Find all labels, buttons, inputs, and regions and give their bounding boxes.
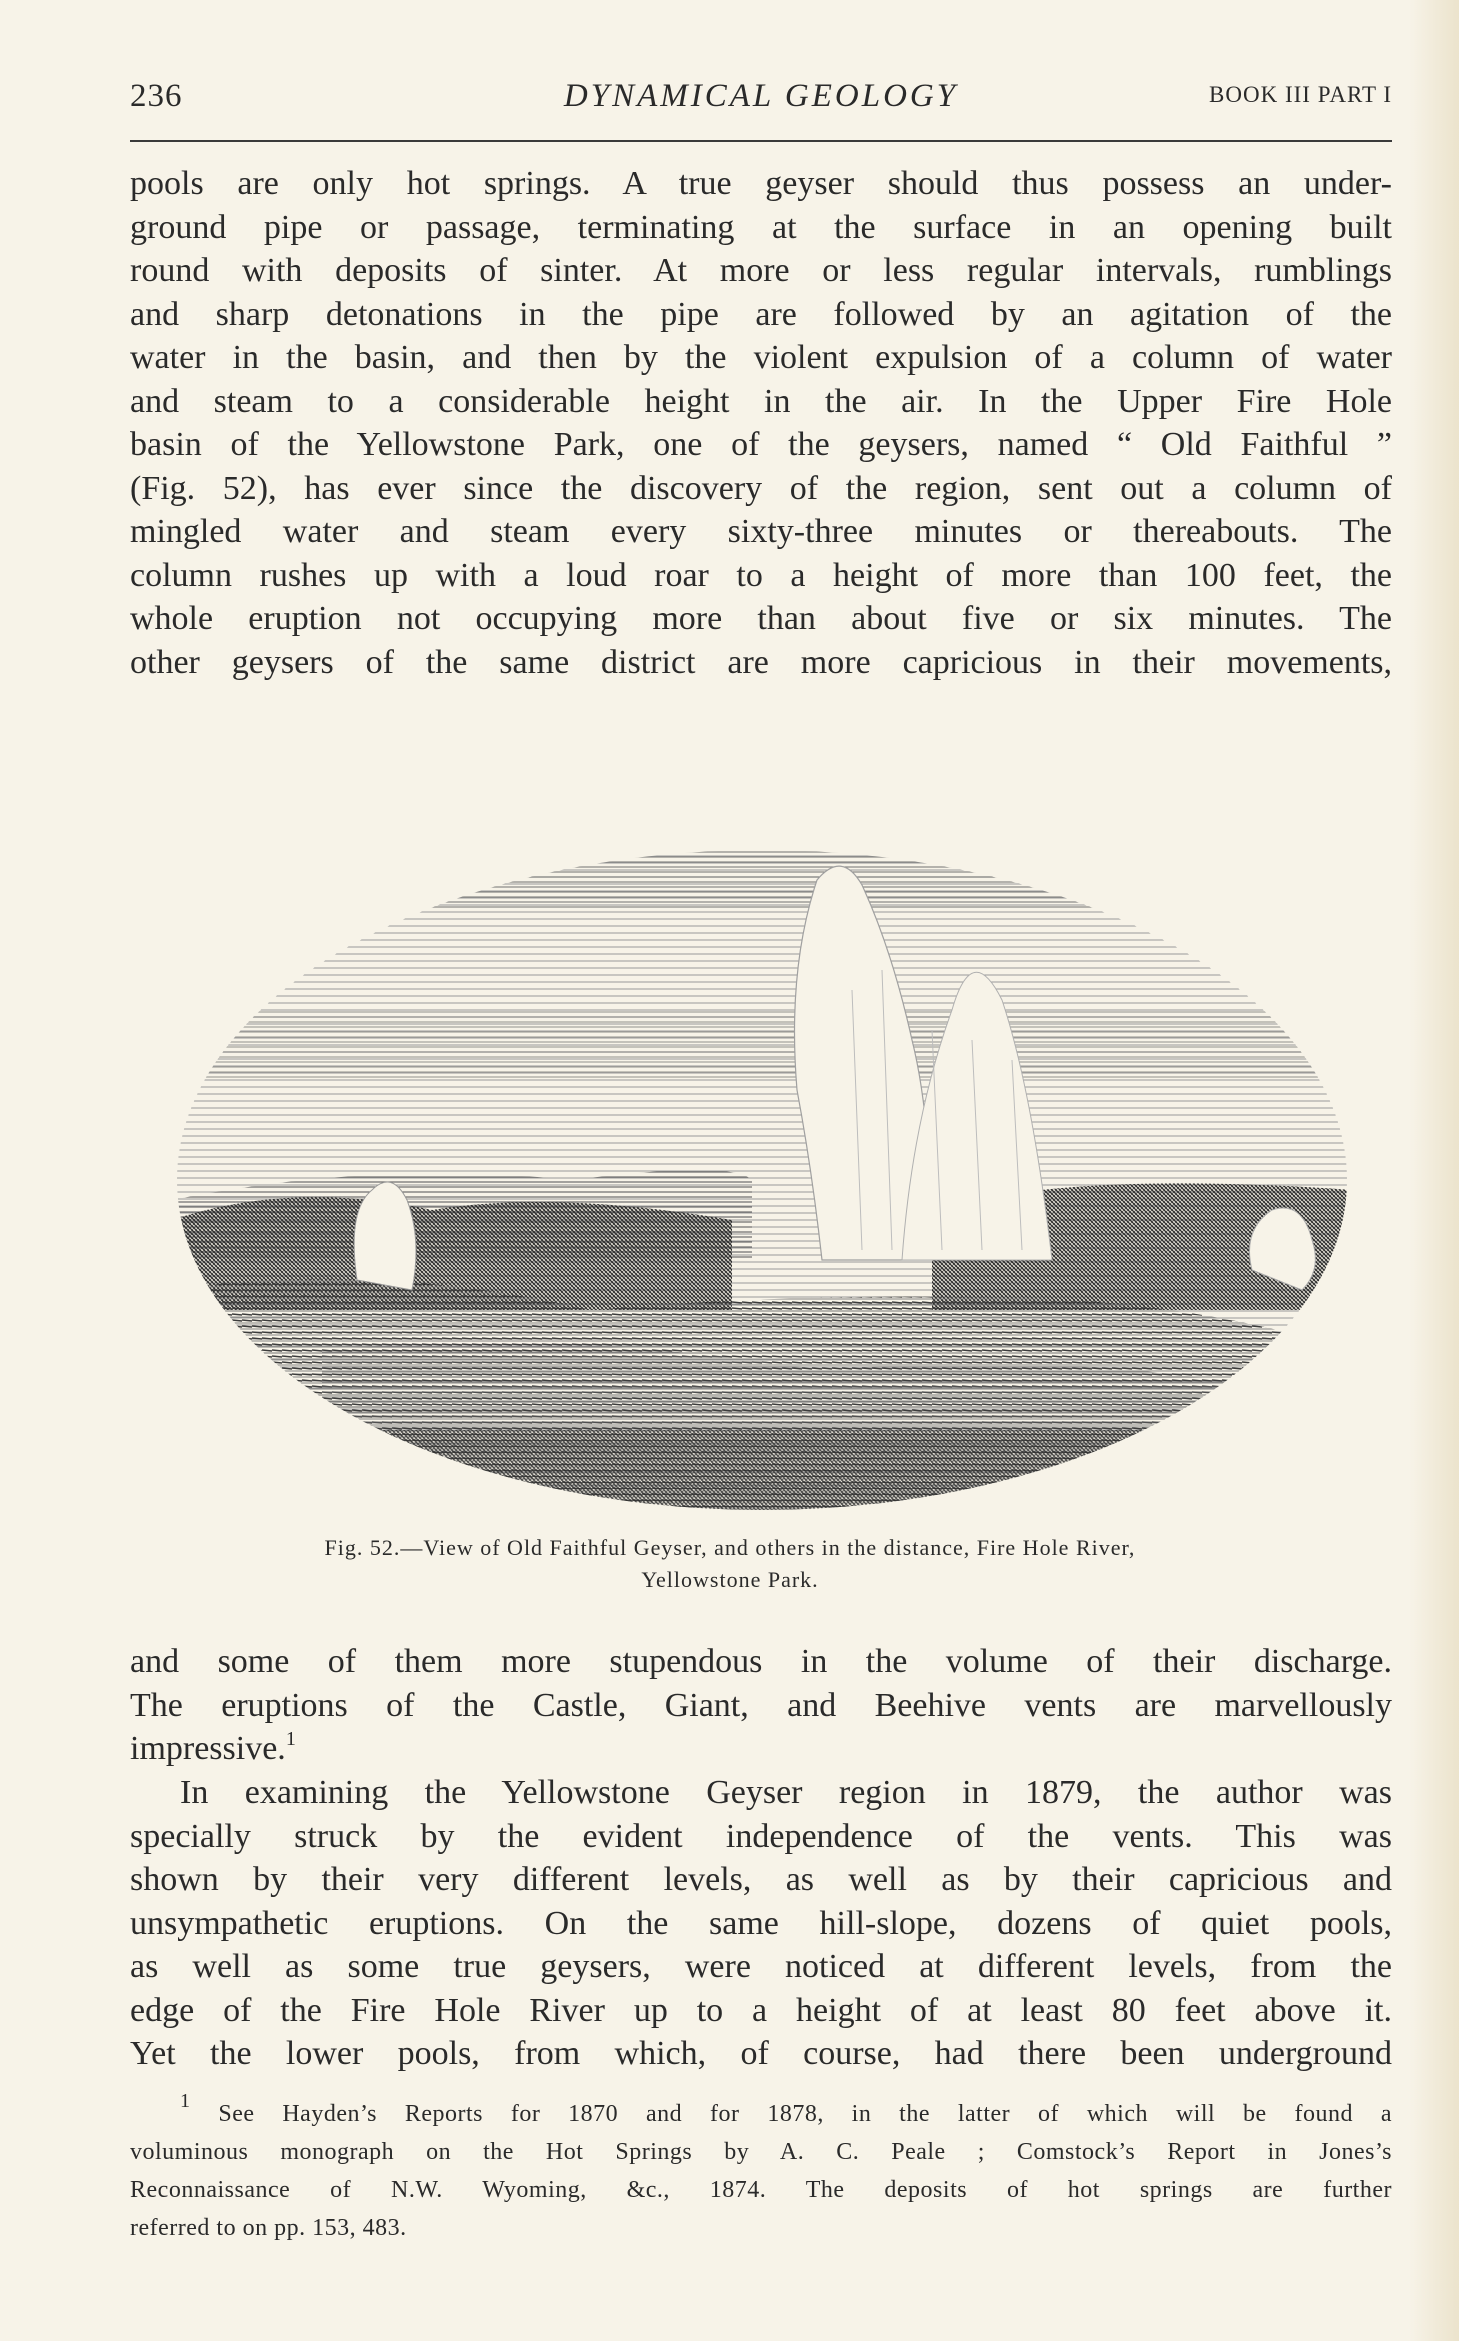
text-line: edge of the Fire Hole River up to a height of at least 80 feet above it. — [130, 1991, 1392, 2029]
text-line: specially struck by the evident independence of the vents. This was — [130, 1817, 1392, 1855]
header-rule — [130, 140, 1392, 142]
caption-line: Yellowstone Park. — [641, 1567, 819, 1592]
text-line: ground pipe or passage, terminating at the surface in an opening built — [130, 208, 1392, 246]
footnote-number: 1 — [180, 2090, 191, 2112]
text-line: basin of the Yellowstone Park, one of the geysers, named “ Old Faithful ” — [130, 426, 1392, 463]
footnote-line: referred to on pp. 153, 483. — [130, 2215, 407, 2241]
paragraph-2 — [130, 1640, 1392, 1771]
text-line: and some of them more stupendous in the volume of their discharge. — [130, 1643, 1392, 1680]
text-line: and steam to a considerable height in the air. In the Upper Fire Hole — [130, 382, 1392, 420]
footnote — [130, 2090, 1392, 2247]
paragraph-1 — [130, 162, 1392, 684]
footnote-marker: 1 — [285, 1728, 296, 1750]
footnote-line: Reconnaissance of N.W. Wyoming, &c., 1874. The deposits of hot springs are further — [130, 2177, 1392, 2203]
caption-line: Fig. 52.—View of Old Faithful Geyser, and others in the distance, Fire Hole River, — [324, 1535, 1136, 1560]
text-line: pools are only hot springs. A true geyser should thus possess an under- — [130, 165, 1392, 202]
book-part-label: BOOK III PART I — [1209, 82, 1392, 107]
text-line: column rushes up with a loud roar to a height of more than 100 feet, the — [130, 556, 1392, 594]
footnote-text: See Hayden’s Reports for 1870 and for 1878, in the latter of which will be found a — [218, 2101, 1392, 2127]
page-edge-shading — [1409, 0, 1459, 2341]
text-line: as well as some true geysers, were noticed at different levels, from the — [130, 1948, 1392, 1985]
figure-caption — [150, 1532, 1310, 1596]
page-header — [130, 78, 1392, 128]
geyser-engraving — [172, 790, 1352, 1510]
running-title: DYNAMICAL GEOLOGY — [563, 78, 959, 114]
text-line: whole eruption not occupying more than about five or six minutes. The — [130, 600, 1392, 637]
page-number: 236 — [130, 78, 183, 114]
text-line: and sharp detonations in the pipe are followed by an agitation of the — [130, 295, 1392, 333]
text-line: unsympathetic eruptions. On the same hill-slope, dozens of quiet pools, — [130, 1904, 1392, 1942]
text-line: water in the basin, and then by the violent expulsion of a column of water — [130, 339, 1392, 376]
text-line: The eruptions of the Castle, Giant, and Beehive vents are marvellously — [130, 1686, 1392, 1724]
footnote-line: voluminous monograph on the Hot Springs by A. C. Peale ; Comstock’s Report in Jones’s — [130, 2139, 1392, 2165]
text-line: other geysers of the same district are more capricious in their movements, — [130, 643, 1392, 681]
text-line: mingled water and steam every sixty-three minutes or thereabouts. The — [130, 513, 1392, 550]
text-line: shown by their very different levels, as well as by their capricious and — [130, 1861, 1392, 1898]
text-line: (Fig. 52), has ever since the discovery of the region, sent out a column of — [130, 469, 1392, 507]
text-line: In examining the Yellowstone Geyser region in 1879, the author was — [180, 1774, 1392, 1811]
paragraph-3 — [130, 1771, 1392, 2076]
text-line — [130, 1727, 1392, 1771]
text-line: round with deposits of sinter. At more or less regular intervals, rumblings — [130, 252, 1392, 289]
footnote-line — [130, 2090, 1392, 2133]
text-line-content: impressive. — [130, 1730, 286, 1767]
text-line: Yet the lower pools, from which, of course, had there been underground — [130, 2035, 1392, 2072]
